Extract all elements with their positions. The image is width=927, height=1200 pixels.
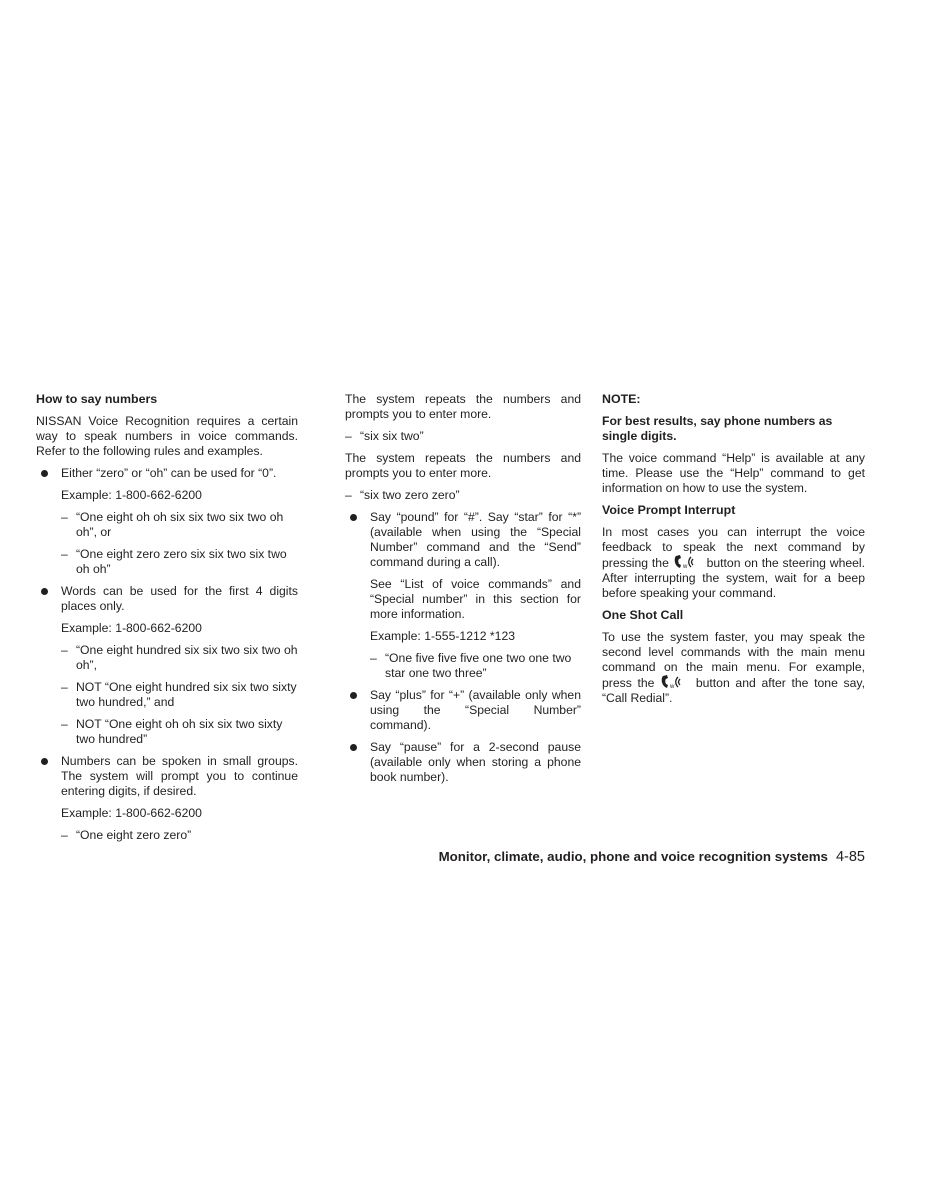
column-right [602,392,865,713]
bullet-dot-icon [41,588,48,595]
note-text: The voice command “Help” is available at any time. Please use the “Help” command to get information on how to use the system. [602,451,865,495]
footer-title: Monitor, climate, audio, phone and voice recognition systems [438,849,828,864]
example-text: Example: 1-555-1212 *123 [370,629,515,643]
bullet-dot-icon [41,758,48,765]
dash-item: – “six six two” [345,429,424,443]
dash-item: – “One five five five one two one two star one two three” [370,651,572,680]
one-shot-call-paragraph [602,630,865,706]
see-text: See “List of voice commands” and “Special number” in this section for more information. [370,577,581,621]
bullet-text: Numbers can be spoken in small groups. The system will prompt you to continue entering digits, if desired. [61,754,298,798]
paragraph-part: In most cases you can interrupt the voice feedback to speak the next command by pressing the [602,525,865,570]
dash-text: “One eight oh oh six six two six two oh oh”, or [76,510,284,539]
dash-item: – “One eight oh oh six six two six two oh oh”, or [61,510,284,539]
dash-text: “One eight zero zero” [76,828,192,842]
dash-text: NOT “One eight hundred six six two sixty two hundred,” and [76,680,297,709]
paragraph: The system repeats the numbers and prompts you to enter more. [345,392,581,421]
dash-text: “six six two” [360,429,424,443]
bullet-item [345,740,581,785]
dash-text: NOT “One eight oh oh six six two sixty two hundred” [76,717,283,746]
dash-text: “One eight zero zero six six two six two oh oh” [76,547,287,576]
bullet-text: Say “plus” for “+” (available only when using the “Special Number” command). [370,688,581,732]
note-heading: NOTE: [602,392,641,406]
bullet-dot-icon [350,692,357,699]
dash-item: – “One eight zero zero six six two six two oh oh” [61,547,287,576]
bullet-text: Words can be used for the first 4 digits places only. [61,584,298,613]
bullet-item [36,584,298,614]
section-heading-one-shot-call: One Shot Call [602,608,684,622]
svg-text:w: w [670,684,675,689]
bullet-text: Either “zero” or “oh” can be used for “0”. [61,466,277,480]
phone-talk-icon [673,555,703,569]
bullet-text: Say “pound” for “#”. Say “star” for “*” (available when using the “Special Number” command and the “Send” command during a call). [370,510,581,569]
page-number: 4-85 [835,849,865,865]
dash-item: – “One eight zero zero” [61,828,192,842]
bullet-item [345,510,581,570]
bullet-item [36,754,298,799]
bullet-item [36,466,298,481]
dash-item: – “six two zero zero” [345,488,460,502]
paragraph-part: button and after the tone say, “Call Redial”. [602,676,866,705]
intro-paragraph: NISSAN Voice Recognition requires a certain way to speak numbers in voice commands. Refer to the following rules and examples. [36,414,298,458]
paragraph: The system repeats the numbers and prompts you to enter more. [345,451,581,480]
bullet-dot-icon [350,744,357,751]
paragraph-part: To use the system faster, you may speak the second level commands with the main menu command on the main menu. For example, press the [602,630,865,690]
dash-text: “One five five five one two one two star one two three” [385,651,572,680]
voice-prompt-interrupt-paragraph [602,525,865,601]
section-heading-voice-prompt-interrupt: Voice Prompt Interrupt [602,503,736,517]
bullet-text: Say “pause” for a 2-second pause (available only when storing a phone book number). [370,740,581,784]
example-text: Example: 1-800-662-6200 [61,488,202,502]
dash-item: – NOT “One eight hundred six six two sixty two hundred,” and [61,680,297,709]
column-left [36,392,298,850]
page-footer [439,849,865,865]
dash-text: “One eight hundred six six two six two oh oh”, [76,643,298,672]
dash-item: – NOT “One eight oh oh six six two sixty two hundred” [61,717,283,746]
dash-item: – “One eight hundred six six two six two oh oh”, [61,643,298,672]
svg-text:w: w [682,564,688,569]
note-bold-text: For best results, say phone numbers as single digits. [602,414,833,443]
section-heading-how-to-say-numbers: How to say numbers [36,392,158,406]
phone-talk-icon [660,675,690,689]
dash-text: “six two zero zero” [360,488,460,502]
bullet-dot-icon [41,470,48,477]
bullet-item [345,688,581,733]
paragraph-part: button on the steering wheel. After interrupting the system, wait for a beep before speaking your command. [602,556,865,600]
example-text: Example: 1-800-662-6200 [61,621,202,635]
example-text: Example: 1-800-662-6200 [61,806,202,820]
bullet-dot-icon [350,514,357,521]
column-middle [345,392,581,792]
